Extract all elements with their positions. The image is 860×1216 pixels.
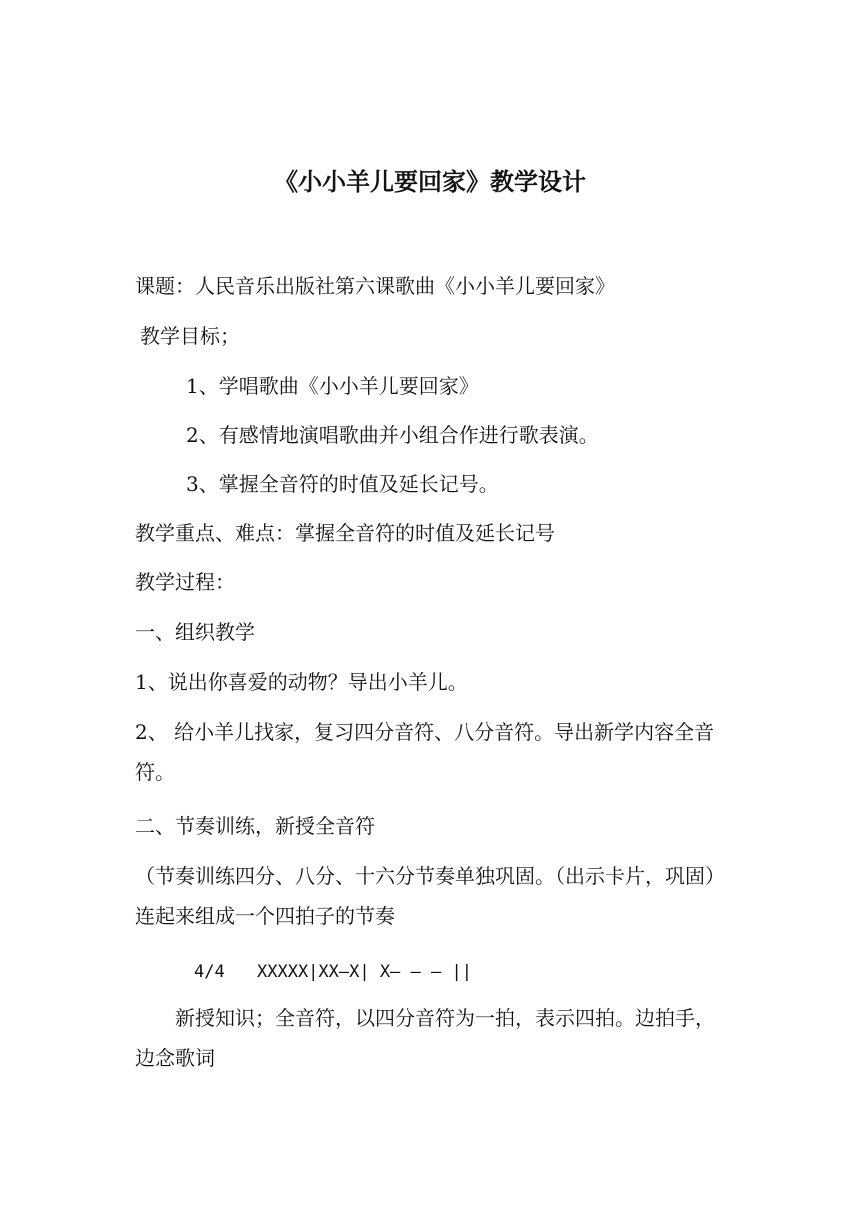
rhythm-time-signature: 4/4 (194, 962, 225, 982)
section-1-item-1: 1、说出你喜爱的动物？导出小羊儿。 (135, 670, 468, 694)
goal-item-1: 1、学唱歌曲《小小羊儿要回家》 (186, 374, 479, 398)
section-1-item-2: 2、 给小羊儿找家，复习四分音符、八分音符。导出新学内容全音符。 (135, 720, 715, 784)
rhythm-pattern: XXXXX|XX—X| X— — — || (257, 962, 472, 982)
goals-heading: 教学目标； (140, 324, 240, 348)
section-2-heading: 二、节奏训练，新授全音符 (135, 814, 375, 838)
rhythm-note: （节奏训练四分、八分、十六分节奏单独巩固。（出示卡片，巩固）连起来组成一个四拍子的节奏 (135, 864, 725, 928)
goal-item-2: 2、有感情地演唱歌曲并小组合作进行歌表演。 (186, 423, 599, 447)
process-heading: 教学过程： (135, 570, 235, 594)
document-title: 《小小羊儿要回家》教学设计 (274, 167, 586, 196)
section-1-heading: 一、组织教学 (135, 620, 255, 644)
goal-item-3: 3、掌握全音符的时值及延长记号。 (186, 472, 499, 496)
lesson-topic: 课题：人民音乐出版社第六课歌曲《小小羊儿要回家》 (135, 274, 615, 298)
new-knowledge: 新授知识；全音符，以四分音符为一拍，表示四拍。边拍手，边念歌词 (135, 1006, 715, 1070)
key-points: 教学重点、难点：掌握全音符的时值及延长记号 (135, 521, 555, 545)
